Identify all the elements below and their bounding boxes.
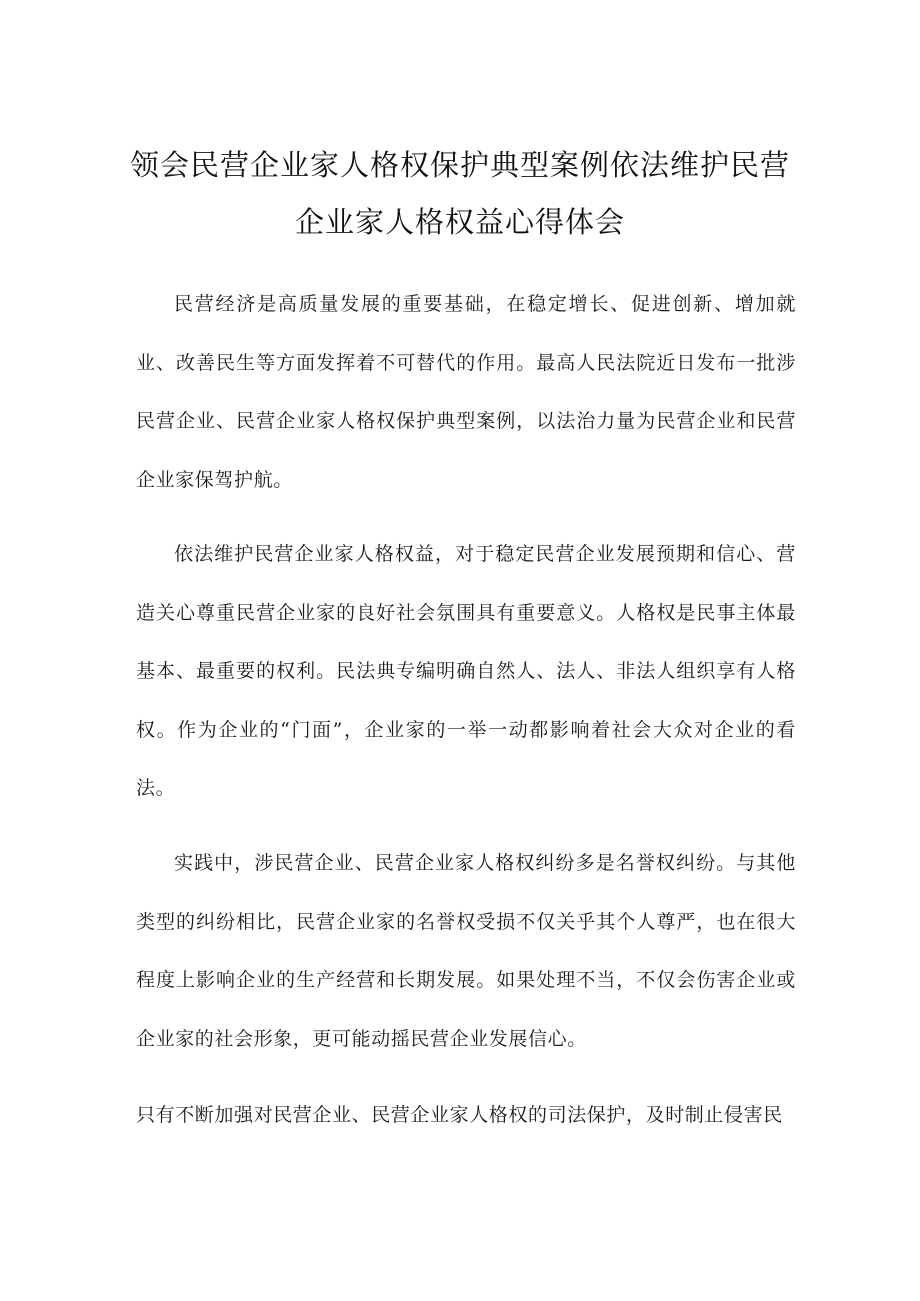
paragraph-4: 只有不断加强对民营企业、民营企业家人格权的司法保护，及时制止侵害民 xyxy=(136,1104,783,1126)
document-title-line-2: 企业家人格权益心得体会 xyxy=(294,205,625,239)
document-title-line-1: 领会民营企业家人格权保护典型案例依法维护民营 xyxy=(130,148,791,182)
paragraph-1: 民营经济是高质量发展的重要基础，在稳定增长、促进创新、增加就业、改善民生等方面发挥着不可替代的作用。最高人民法院近日发布一批涉民营企业、民营企业家人格权保护典型案例，以法治力量为民营企业和民营企业家保驾护航。 xyxy=(136,293,796,491)
paragraph-2: 依法维护民营企业家人格权益，对于稳定民营企业发展预期和信心、营造关心尊重民营企业家的良好社会氛围具有重要意义。人格权是民事主体最基本、最重要的权利。民法典专编明确自然人、法人、非法人组织享有人格权。作为企业的“门面”，企业家的一举一动都影响着社会大众对企业的看法。 xyxy=(136,543,796,799)
paragraph-3: 实践中，涉民营企业、民营企业家人格权纠纷多是名誉权纠纷。与其他类型的纠纷相比，民营企业家的名誉权受损不仅关乎其个人尊严，也在很大程度上影响企业的生产经营和长期发展。如果处理不当，不仅会伤害企业或企业家的社会形象，更可能动摇民营企业发展信心。 xyxy=(136,852,796,1050)
